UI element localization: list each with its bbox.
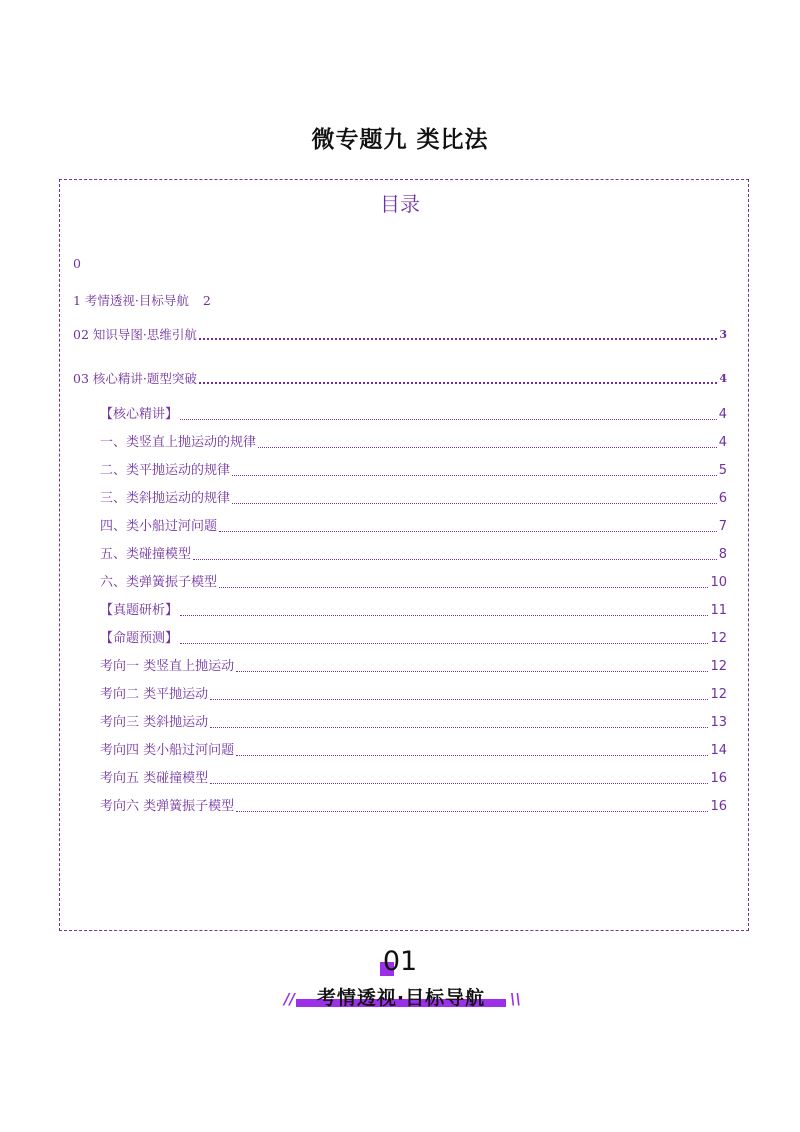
toc-item-page: 11 (710, 603, 727, 618)
toc-item-page: 16 (710, 799, 727, 814)
toc-item-label: 一、类竖直上抛运动的规律 (100, 435, 257, 450)
toc-heading: 目录 (380, 192, 420, 216)
toc-item-page: 3 (719, 328, 727, 341)
toc-subitem[interactable] (100, 519, 727, 535)
toc-subitem[interactable] (100, 771, 727, 787)
toc-leader-dots (180, 418, 717, 420)
toc-subitem[interactable] (100, 603, 727, 619)
toc-subitem[interactable] (100, 631, 727, 647)
toc-item-core-lecture[interactable] (73, 371, 727, 387)
toc-leader-dots (219, 586, 708, 588)
toc-leader-dots (219, 530, 717, 532)
toc-item-label: 03 核心精讲·题型突破 (73, 371, 197, 386)
toc-item-page: 8 (718, 547, 727, 562)
document-title: 微专题九 类比法 (311, 127, 489, 153)
toc-item-page: 10 (710, 575, 727, 590)
toc-item-page: 4 (719, 372, 727, 385)
toc-leader-dots (210, 698, 708, 700)
toc-subitem[interactable] (100, 463, 727, 479)
toc-subitem[interactable] (100, 575, 727, 591)
toc-item-label: 四、类小船过河问题 (100, 519, 218, 534)
toc-leader-dots (210, 726, 708, 728)
toc-item-label: 考向六 类弹簧振子模型 (100, 799, 235, 814)
toc-subitem[interactable] (100, 659, 727, 675)
toc-leader-dots (258, 446, 717, 448)
toc-subitem[interactable] (100, 407, 727, 423)
toc-item-page: 4 (718, 435, 727, 450)
toc-item-label: 六、类弹簧振子模型 (100, 575, 218, 590)
toc-subitem[interactable] (100, 491, 727, 507)
toc-item-label: 三、类斜抛运动的规律 (100, 491, 231, 506)
toc-pre-item-1[interactable] (73, 291, 211, 309)
toc-leader-dots (232, 502, 717, 504)
toc-item-label: 二、类平抛运动的规律 (100, 463, 231, 478)
toc-subitem[interactable] (100, 743, 727, 759)
toc-item-label: 考向四 类小船过河问题 (100, 743, 235, 758)
toc-item-page: 7 (718, 519, 727, 534)
toc-item-label: 五、类碰撞模型 (100, 547, 192, 562)
toc-leader-dots (236, 670, 708, 672)
toc-leader-dots (236, 810, 708, 812)
toc-item-page: 12 (710, 659, 727, 674)
toc-leader-dots (180, 614, 708, 616)
toc-leader-dots (180, 642, 708, 644)
section-title: 考情透视·目标导航 (316, 987, 486, 1009)
toc-subitem[interactable] (100, 687, 727, 703)
toc-item-page: 12 (710, 687, 727, 702)
toc-item-label: 02 知识导图·思维引航 (73, 327, 197, 342)
toc-item-page: 6 (718, 491, 727, 506)
toc-item-page: 4 (718, 407, 727, 422)
toc-subitem[interactable] (100, 715, 727, 731)
toc-subitem[interactable] (100, 547, 727, 563)
toc-leader-dots (236, 754, 708, 756)
toc-pre-item-label: 1 考情透视·目标导航 (73, 293, 189, 308)
toc-item-page: 12 (710, 631, 727, 646)
toc-item-page: 5 (718, 463, 727, 478)
toc-item-page: 16 (710, 771, 727, 786)
toc-item-label: 考向五 类碰撞模型 (100, 771, 209, 786)
toc-item-label: 考向一 类竖直上抛运动 (100, 659, 235, 674)
toc-item-label: 【真题研析】 (100, 603, 179, 618)
right-slash-mark: \\ (510, 990, 521, 1008)
toc-item-label: 【命题预测】 (100, 631, 179, 646)
toc-item-label: 【核心精讲】 (100, 407, 179, 422)
toc-leader-dots (210, 782, 708, 784)
toc-subitem[interactable] (100, 435, 727, 451)
section-banner (296, 985, 506, 1007)
toc-item-page: 13 (710, 715, 727, 730)
toc-item-page: 14 (710, 743, 727, 758)
toc-leader-dots (193, 558, 717, 560)
toc-pre-item-page: 2 (202, 293, 211, 308)
section-number: 01 (382, 946, 418, 977)
toc-subitem[interactable] (100, 799, 727, 815)
toc-item-label: 考向二 类平抛运动 (100, 687, 209, 702)
toc-item-knowledge-map[interactable] (73, 327, 727, 343)
toc-leader-dots (199, 381, 717, 384)
toc-leader-dots (232, 474, 717, 476)
toc-pre-item-0[interactable] (73, 256, 81, 271)
toc-item-label: 考向三 类斜抛运动 (100, 715, 209, 730)
left-slash-mark: // (284, 990, 295, 1008)
toc-leader-dots (199, 337, 717, 340)
toc-pre-item-label: 0 (73, 256, 81, 271)
